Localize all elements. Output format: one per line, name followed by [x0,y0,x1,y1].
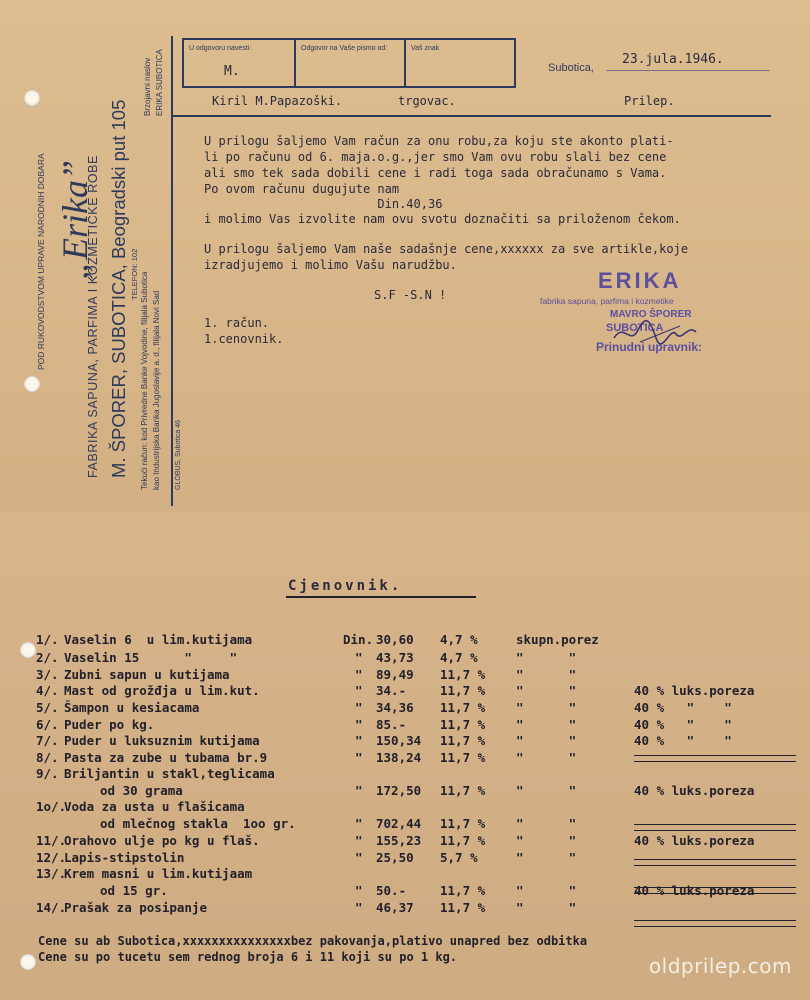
row-tax: 11,7 % [440,816,486,831]
punch-hole [24,376,40,392]
row-price: 138,24 [376,750,422,765]
row-item-name: Puder u luksuznim kutijama [64,733,260,748]
body-line: li po računu od 6. maja.o.g.,jer smo Vam ovu robu slali bez cene [204,150,667,164]
stamp-line3: SUBOTICA [606,322,664,334]
row-tax: 11,7 % [440,900,486,915]
row-tax-note: " " [516,816,577,831]
stamp-line4: Prinudni upravnik: [596,340,703,354]
place-label: Subotica, [548,62,594,74]
row-currency: " [355,750,363,765]
row-extra-tax: 40 % luks.poreza [634,683,755,698]
letterhead-line2: FABRIKA SAPUNA, PARFIMA I KOZMETIČKE ROBE [86,154,100,478]
row-number: 3/. [36,667,59,682]
body-line: U prilogu šaljemo Vam naše sadašnje cene,xxxxxx za sve artikle,koje [204,242,689,256]
row-tax: 11,7 % [440,783,486,798]
row-number: 5/. [36,700,59,715]
row-tax: 11,7 % [440,683,486,698]
row-price: 46,37 [376,900,414,915]
row-price: 89,49 [376,667,414,682]
title-underline [286,596,476,598]
row-extra-tax: 40 % luks.poreza [634,883,755,898]
double-rule [634,887,796,894]
row-tax-note: " " [516,650,577,665]
ref-box-sign [404,38,516,88]
enclosure-item: 1.cenovnik. [204,332,284,346]
footer-line: Cene su ab Subotica,xxxxxxxxxxxxxxxbez pakovanja,plativo unapred bez odbitka [38,934,588,948]
row-currency: " [355,850,363,865]
row-tax: 4,7 % [440,650,478,665]
row-tax: 4,7 % [440,632,478,647]
stamp-title: ERIKA [598,268,682,293]
row-price: 25,50 [376,850,414,865]
stamp-line1: fabrika sapuna, parfima i kozmetike [540,296,674,306]
row-number: 1o/. [36,799,67,814]
row-extra-tax: 40 % luks.poreza [634,833,755,848]
row-currency: " [355,667,363,682]
body-line: ali smo tek sada dobili cene i radi toga sada obračunamo s Vama. [204,166,667,180]
row-extra-tax: 40 % luks.poreza [634,783,755,798]
price-row [36,650,796,667]
row-item-name: Šampon u kesiacama [64,700,200,715]
row-tax-note: " " [516,683,577,698]
row-tax-note: " " [516,850,577,865]
row-extra-tax: 40 % " " [634,733,732,748]
punch-hole [24,90,40,106]
row-currency: " [355,816,363,831]
row-item-name: Vaselin 6 u lim.kutijama [64,632,253,647]
row-price: 150,34 [376,733,422,748]
row-item-name-cont: od mlečnog stakla 1oo gr. [100,816,296,831]
row-tax-note: " " [516,717,577,732]
row-item-name-cont: od 15 gr. [100,883,168,898]
row-price: 155,23 [376,833,422,848]
row-number: 2/. [36,650,59,665]
double-rule [634,755,796,762]
row-number: 7/. [36,733,59,748]
body-line: izradjujemo i molimo Vašu narudžbu. [204,258,457,272]
price-row [36,717,796,734]
row-price: 30,60 [376,632,414,647]
greeting: S.F -S.N ! [374,288,447,302]
letterhead-brand: „Erika” [55,159,95,280]
row-tax: 11,7 % [440,833,486,848]
letterhead-bank1: Tekući račun: kod Privredne Banke Vojvodine, filijala Subotica [140,271,149,490]
row-price: 50.- [376,883,407,898]
ref-box-label: U odgovoru navesti: [189,45,252,52]
row-tax: 11,7 % [440,667,486,682]
recipient-name: Kiril M.Papazoški. [212,94,343,108]
row-currency: " [355,833,363,848]
row-item-name: Puder po kg. [64,717,155,732]
double-rule [634,859,796,866]
date-rule [606,70,770,71]
letterhead-telefon: TELEFON: 102 [130,248,139,300]
row-item-name: Krem masni u lim.kutijaam [64,866,253,881]
row-currency: " [355,883,363,898]
row-currency: " [355,700,363,715]
recipient-role: trgovac. [398,94,456,108]
price-row [36,667,796,684]
body-amount: Din.40,36 [204,197,443,211]
row-item-name: Voda za usta u flašicama [64,799,245,814]
row-number: 12/. [36,850,67,865]
row-number: 9/. [36,766,59,781]
row-number: 6/. [36,717,59,732]
ref-box-label: Vaš znak [411,45,440,52]
row-tax: 11,7 % [440,883,486,898]
row-tax: 11,7 % [440,717,486,732]
row-item-name: Pasta za zube u tubama br.9 [64,750,268,765]
row-item-name: Zubni sapun u kutijama [64,667,230,682]
ref-box-value: M. [224,64,240,79]
row-tax-note: " " [516,900,577,915]
row-currency: " [355,683,363,698]
row-tax-note: " " [516,833,577,848]
row-tax-note: " " [516,733,577,748]
row-number: 1/. [36,632,59,647]
row-item-name: Briljantin u stakl,teglicama [64,766,275,781]
address-rule [171,115,771,117]
row-price: 85.- [376,717,407,732]
row-item-name: Lapis-stipstolin [64,850,185,865]
row-tax: 11,7 % [440,700,486,715]
row-tax: 11,7 % [440,750,486,765]
row-extra-tax: 40 % " " [634,700,732,715]
row-item-name: Prašak za posipanje [64,900,207,915]
row-price: 34.- [376,683,407,698]
row-currency: " [355,900,363,915]
footer-line: Cene su po tucetu sem rednog broja 6 i 11 koji su po 1 kg. [38,950,458,964]
row-tax: 11,7 % [440,733,486,748]
row-currency: " [355,783,363,798]
body-line: U prilogu šaljemo Vam račun za onu robu,za koju ste akonto plati- [204,134,674,148]
body-line: Po ovom računu dugujute nam [204,182,400,196]
row-number: 14/. [36,900,67,915]
letterhead-telegraph: ERIKA SUBOTICA [155,49,164,116]
row-price: 702,44 [376,816,422,831]
row-tax-note: " " [516,667,577,682]
letterhead-divider [171,36,173,506]
row-item-name-cont: od 30 grama [100,783,183,798]
recipient-city: Prilep. [624,94,675,108]
row-extra-tax: 40 % " " [634,717,732,732]
row-currency: " [355,733,363,748]
price-row [36,783,796,800]
enclosure-item: 1. račun. [204,316,270,330]
body-line: i molimo Vas izvolite nam ovu svotu doznačiti sa priloženom čekom. [204,212,681,226]
row-tax-note: " " [516,783,577,798]
row-currency: " [355,717,363,732]
letterhead-bank2: kao Industrijska Banka Jugoslavije a. d., filijala Novi Sad [152,290,161,490]
row-tax-note: " " [516,750,577,765]
letterhead-line1: POD RUKOVODSTVOM UPRAVE NARODNIH DOBARA [36,153,46,370]
price-row [36,632,796,649]
ref-box-label: Odgovor na Vaše pismo od: [301,45,388,52]
watermark: oldprilep.com [648,954,792,978]
price-list-title: Cjenovnik. [288,578,403,594]
price-row [36,900,796,917]
row-number: 11/. [36,833,67,848]
double-rule [634,824,796,831]
row-item-name: Orahovo ulje po kg u flaš. [64,833,260,848]
letterhead-telegraph-label: Brzojavni naslov [143,57,152,116]
punch-hole [20,954,36,970]
punch-hole [20,642,36,658]
row-currency: Din. [343,632,374,647]
row-price: 43,73 [376,650,414,665]
row-number: 13/. [36,866,67,881]
row-number: 8/. [36,750,59,765]
price-row [36,733,796,750]
row-tax-note: skupn.porez [516,632,599,647]
letterhead-printer: GLOBUS, Subotica 46 [175,419,182,490]
row-item-name: Mast od grožđja u lim.kut. [64,683,260,698]
row-tax: 5,7 % [440,850,478,865]
row-tax-note: " " [516,700,577,715]
signature-mark [610,316,700,350]
row-currency: " [355,650,363,665]
double-rule [634,920,796,927]
row-number: 4/. [36,683,59,698]
row-item-name: Vaselin 15 " " [64,650,238,665]
price-row [36,700,796,717]
row-price: 34,36 [376,700,414,715]
date-value: 23.jula.1946. [622,52,724,67]
row-price: 172,50 [376,783,422,798]
ref-box-reply [182,38,296,88]
ref-box-answer [294,38,406,88]
price-row [36,683,796,700]
price-row [36,833,796,850]
stamp-line2: MAVRO ŠPORER [610,309,692,320]
letterhead-line3: M. ŠPORER, SUBOTICA, Beogradski put 105 [108,99,129,478]
row-tax-note: " " [516,883,577,898]
